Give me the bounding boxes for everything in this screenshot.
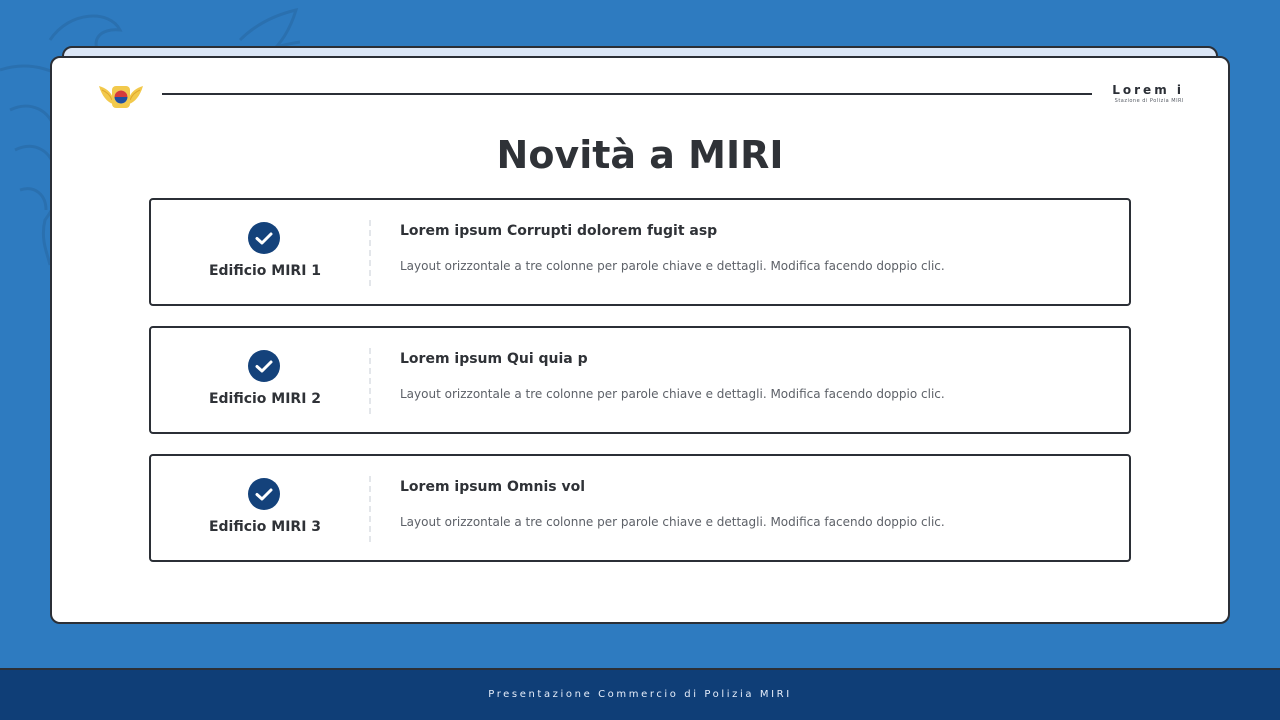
column-divider bbox=[369, 220, 371, 286]
item-description: Layout orizzontale a tre colonne per parole chiave e dettagli. Modifica facendo doppio clic. bbox=[400, 259, 945, 273]
item-left-column bbox=[151, 456, 379, 560]
check-circle-icon bbox=[248, 350, 280, 382]
item-label: Edificio MIRI 3 bbox=[208, 519, 322, 535]
item-label: Edificio MIRI 2 bbox=[208, 391, 322, 407]
police-emblem-icon bbox=[98, 80, 144, 112]
check-circle-icon bbox=[248, 478, 280, 510]
column-divider bbox=[369, 476, 371, 542]
list-item-1[interactable] bbox=[149, 198, 1131, 306]
page-title: Novità a MIRI bbox=[496, 133, 784, 177]
brand-block bbox=[1112, 82, 1184, 105]
item-left-column bbox=[151, 328, 379, 432]
header-divider bbox=[162, 93, 1092, 95]
slide-card bbox=[50, 56, 1230, 624]
footer-text: Presentazione Commercio di Polizia MIRI bbox=[488, 689, 792, 700]
brand-subtitle: Stazione di Polizia MIRI bbox=[1114, 98, 1184, 104]
item-title: Lorem ipsum Omnis vol bbox=[400, 479, 585, 495]
item-list bbox=[149, 198, 1131, 582]
item-description: Layout orizzontale a tre colonne per parole chiave e dettagli. Modifica facendo doppio clic. bbox=[400, 387, 945, 401]
check-circle-icon bbox=[248, 222, 280, 254]
item-left-column bbox=[151, 200, 379, 304]
list-item-2[interactable] bbox=[149, 326, 1131, 434]
list-item-3[interactable] bbox=[149, 454, 1131, 562]
item-label: Edificio MIRI 1 bbox=[208, 263, 322, 279]
footer-bar bbox=[0, 668, 1280, 720]
brand-name: Lorem i bbox=[1112, 83, 1184, 97]
item-description: Layout orizzontale a tre colonne per parole chiave e dettagli. Modifica facendo doppio clic. bbox=[400, 515, 945, 529]
item-title: Lorem ipsum Corrupti dolorem fugit asp bbox=[400, 223, 718, 239]
column-divider bbox=[369, 348, 371, 414]
item-title: Lorem ipsum Qui quia p bbox=[400, 351, 588, 367]
